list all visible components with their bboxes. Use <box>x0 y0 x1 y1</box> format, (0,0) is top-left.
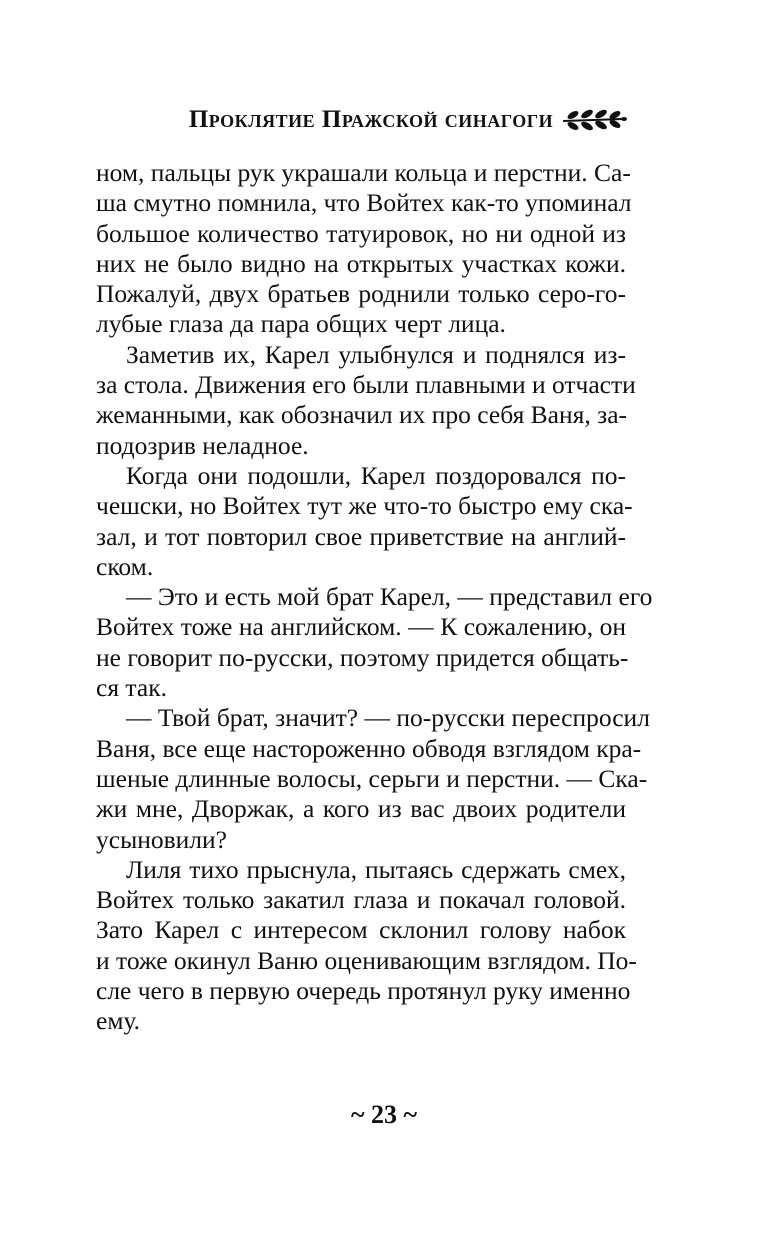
text-line: Пожалуй, двух братьев роднили только серо-го- <box>96 279 626 309</box>
text-line: Зато Карел с интересом склонил голову набок <box>96 915 626 945</box>
text-line: и тоже окинул Ваню оценивающим взглядом. По- <box>96 945 637 975</box>
text-line: большое количество татуировок, но ни одной из <box>96 218 626 248</box>
text-line: ему. <box>96 1006 141 1036</box>
text-line: зал, и тот повторил свое приветствие на англий- <box>96 521 626 551</box>
text-line: шеные длинные волосы, серьги и перстни. — Ска- <box>96 763 648 793</box>
text-line: за стола. Движения его были плавными и отчасти <box>96 370 636 400</box>
text-line: — Это и есть мой брат Карел, — представил его <box>126 582 653 612</box>
laurel-branch-icon <box>561 107 627 133</box>
text-line: — Твой брат, значит? — по-русски переспросил <box>126 703 650 733</box>
text-line: Войтех только закатил глаза и покачал головой. <box>96 885 626 915</box>
text-line: сле чего в первую очередь протянул руку именно <box>96 976 631 1006</box>
running-title: Проклятие Пражской синагоги <box>188 106 554 133</box>
text-line: жи мне, Дворжак, а кого из вас двоих родители <box>96 794 626 824</box>
text-line: Когда они подошли, Карел поздоровался по- <box>126 460 626 490</box>
text-line: ся так. <box>96 673 167 703</box>
text-line: Ваня, все еще настороженно обводя взглядом кра- <box>96 733 642 763</box>
text-line: ном, пальцы рук украшали кольца и перстни. Са- <box>96 158 631 187</box>
text-line: Войтех тоже на английском. — К сожалению, он <box>96 612 626 642</box>
text-line: Лиля тихо прыснула, пытаясь сдержать смех, <box>126 854 626 884</box>
text-line: чешски, но Войтех тут же что-то быстро ему ска- <box>96 491 633 521</box>
text-line: не говорит по-русски, поэтому придется общать- <box>96 642 629 672</box>
text-line: подозрив неладное. <box>96 430 309 460</box>
text-line: них не было видно на открытых участках кожи. <box>96 248 626 278</box>
text-line: Заметив их, Карел улыбнулся и поднялся из- <box>126 339 626 369</box>
page-header <box>0 100 768 140</box>
text-line: жеманными, как обозначил их про себя Ваня, за- <box>96 400 628 430</box>
text-line: лубые глаза да пара общих черт лица. <box>96 309 506 339</box>
body-text <box>96 158 653 1037</box>
text-line: ском. <box>96 551 154 581</box>
text-line: ша смутно помнила, что Войтех как-то упоминал <box>96 188 632 218</box>
page-number: ~ 23 ~ <box>350 1100 418 1129</box>
text-line: усыновили? <box>96 824 227 854</box>
